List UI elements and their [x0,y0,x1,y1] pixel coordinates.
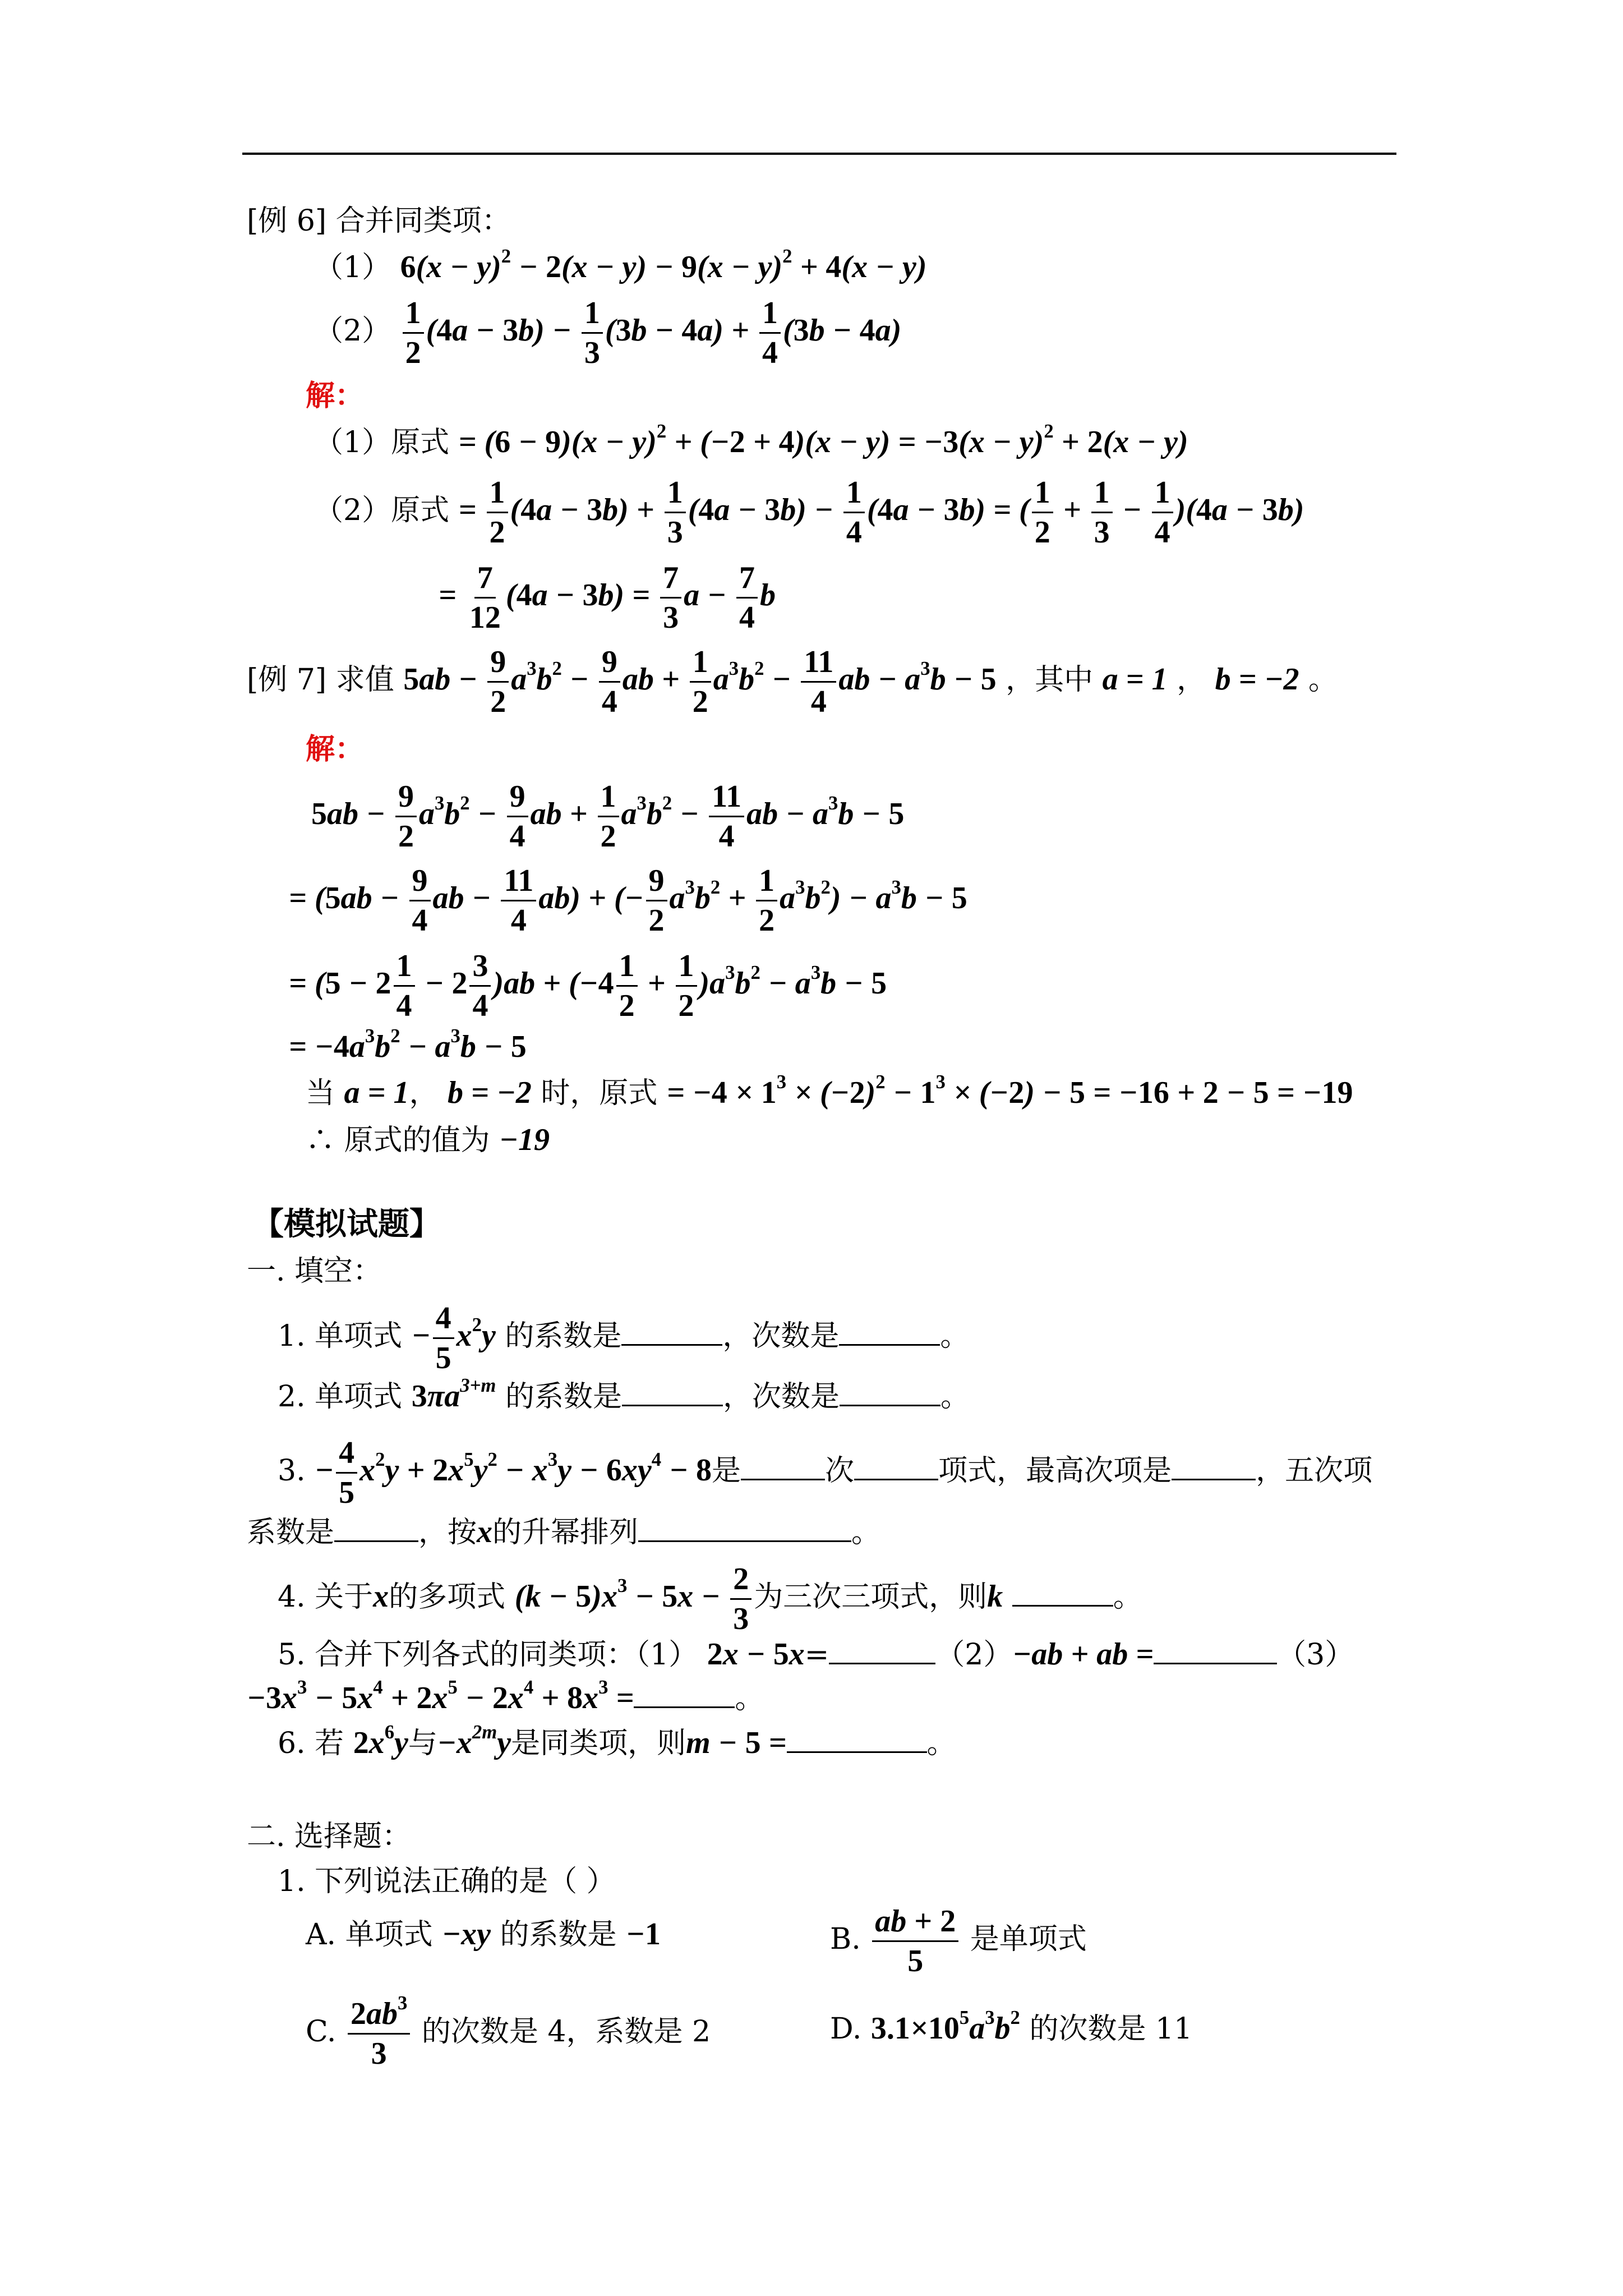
section-2-title: 二. 选择题： [247,1820,412,1853]
option-c[interactable]: C. $\frac{2ab^3}{3}$ 的次数是 4，系数是 2 [306,1991,711,2072]
q1-expression: $6(x - y)^2 - 2(x - y) - 9(x - y)^2 + 4(x - y)$ [400,245,927,284]
q2-expression: $\frac{1}{2}$ (4a − 3b) − $\frac{1}{3}$ (3b − 4a) + $\frac{1}{4}$ (3b − 4a) [400,313,902,348]
fill-question-6: 6. 若 $2x^6y$与$-x^{2m}y$是同类项，则m − 5 = 。 [278,1720,956,1760]
answer-blank[interactable] [622,1379,723,1406]
header-rule [242,153,1396,155]
fill-question-1: 1. 单项式 − $\frac{4}{5}$ $x^2y$ 的系数是 ，次数是 。 [278,1301,970,1376]
answer-blank[interactable] [334,1515,418,1542]
answer-blank[interactable] [741,1453,825,1480]
example-7-solution-label: 解： [306,733,365,766]
example-6-header: [例 6] 合并同类项： [247,204,511,238]
example-6-question-2: （2） $\frac{1}{2}$ (4a − 3b) − $\frac{1}{3}$ (3b − 4a) + $\frac{1}{4}$ (3b − 4a) [314,296,902,371]
example-7-line-2: = (5ab − $\frac{9}{4}$ ab − $\frac{11}{4}$ ab) + (− $\frac{9}{2}$ $a^3b^2$ + $\frac{1}{2}$ $a^3b^2) - a^3b - 5$ [289,863,967,938]
mock-test-title: 【模拟试题】 [252,1206,441,1243]
answer-blank[interactable] [1172,1453,1256,1480]
answer-blank[interactable] [854,1453,938,1480]
fill-question-5-continued: $-3x^3 - 5x^4 + 2x^5 - 2x^4 + 8x^3$ = 。 [247,1676,764,1715]
example-7-line-1: 5ab − $\frac{9}{2}$ $a^3b^2$ − $\frac{9}{4}$ ab + $\frac{1}{2}$ $a^3b^2$ − $\frac{11}{4}$ ab − $a^3b - 5$ [311,779,905,854]
option-b[interactable]: B. $\frac{ab + 2}{5}$ 是单项式 [830,1904,1087,1979]
option-d[interactable]: D. $3.1\times 10^5a^3b^2$ 的次数是 11 [830,2006,1193,2046]
fill-question-4: 4. 关于x的多项式 $(k - 5)x^3 - 5x$ − $\frac{2}{3}$ 为三次三项式，则k 。 [278,1562,1142,1637]
fill-question-5: 5. 合并下列各式的同类项：（1） 2x − 5x= （2）−ab + ab = （3） [278,1637,1354,1672]
answer-blank[interactable] [1012,1579,1113,1607]
example-6-solution-2: （2）原式 = $\frac{1}{2}$ (4a − 3b) + $\frac{1}{3}$ (4a − 3b) − $\frac{1}{4}$ (4a − 3b) = ( $\frac{1}{2}$ + $\frac{1}{3}$ − $\frac{1}{4}$ )(4a − 3b) [314,475,1304,550]
example-7-line-3: = (5 − 2 $\frac{1}{4}$ − 2 $\frac{3}{4}$ )ab + (−4 $\frac{1}{2}$ + $\frac{1}{2}$ )$a^3b^2 - a^3b - 5$ [289,949,887,1024]
example-6-solution-1: （1）原式 = $(6 - 9)(x - y)^2 + (-2 + 4)(x - y) = -3(x - y)^2 + 2(x - y)$ [314,420,1188,459]
answer-blank[interactable] [829,1637,935,1664]
example-7-line-4: = $-4a^3b^2 - a^3b - 5$ [289,1024,527,1064]
answer-blank[interactable] [634,1681,735,1708]
answer-blank[interactable] [638,1515,851,1542]
example-6-solution-label: 解： [306,379,365,413]
option-a[interactable]: A. 单项式 −xy 的系数是 −1 [306,1917,661,1952]
example-7-conclusion: ∴ 原式的值为 −19 [306,1122,550,1157]
fill-question-3: 3. − $\frac{4}{5}$ $x^2y + 2x^5y^2 - x^3y - 6xy^4 - 8$是 次 项式，最高次项是 ，五次项 [278,1435,1373,1511]
answer-blank[interactable] [839,1318,940,1346]
section-1-title: 一. 填空： [247,1254,382,1288]
answer-blank[interactable] [621,1318,722,1346]
example-6-solution-3: = $\frac{7}{12}$ (4a − 3b) = $\frac{7}{3}$ a − $\frac{7}{4}$ b [439,560,776,636]
answer-blank[interactable] [787,1726,927,1753]
fill-question-3-continued: 系数是 ，按x的升幂排列 。 [247,1515,881,1549]
example-6-question-1: （1） $6(x - y)^2 - 2(x - y) - 9(x - y)^2 + 4(x - y)$ [314,245,927,284]
answer-blank[interactable] [1154,1637,1277,1664]
example-7-line-5: 当 a = 1， b = −2 时，原式 = $-4 \times 1^3 \times (-2)^2 - 1^3 \times (-2) - 5 = -16 + 2 - 5 = -19$ [306,1070,1353,1110]
answer-blank[interactable] [840,1379,940,1406]
choice-question-1: 1. 下列说法正确的是（ ） [278,1865,616,1898]
example-7-header: [例 7] 求值 5ab − $\frac{9}{2}$ $a^3b^2$ − $\frac{9}{4}$ ab + $\frac{1}{2}$ $a^3b^2$ − $\frac{11}{4}$ ab − $a^3b - 5$ ，其中 a = 1 ， b = −2 。 [247,645,1338,720]
fill-question-2: 2. 单项式 $3\pi a^{3+m}$ 的系数是 ，次数是 。 [278,1374,970,1414]
